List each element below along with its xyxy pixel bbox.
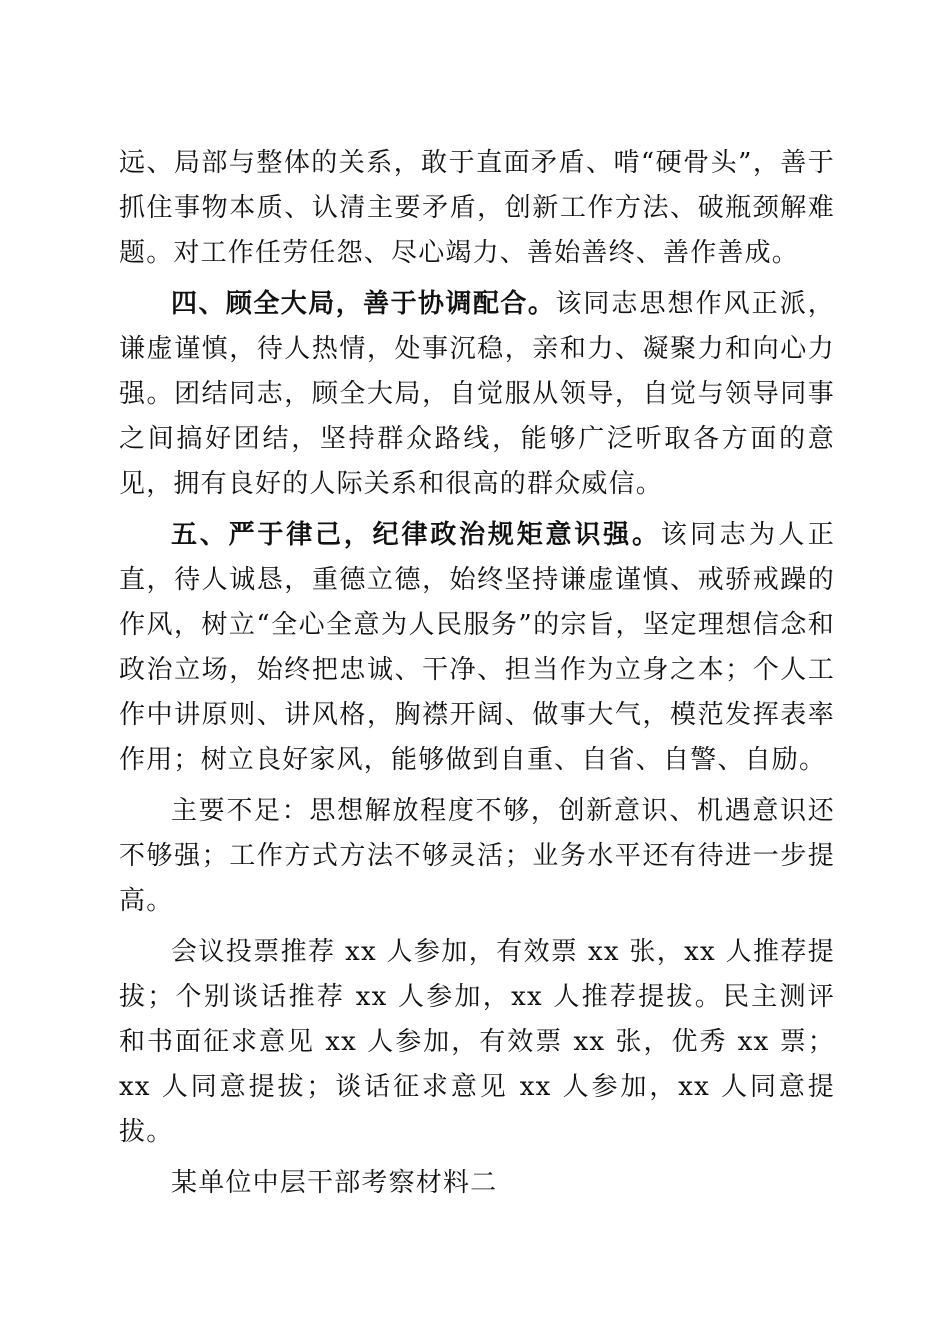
section-heading: 四、顾全大局，善于协调配合。	[171, 289, 556, 319]
paragraph-text: 该同志为人正直，待人诚恳，重德立德，始终坚持谦虚谨慎、戒骄戒躁的作风，树立“全心全意为人民服务”的宗旨，坚定理想信念和政治立场，始终把忠诚、干净、担当作为立身之本；个人工作中讲原则、讲风格，胸襟开阔、做事大气，模范发挥表率作用；树立良好家风，能够做到自重、自省、自警、自励。	[119, 520, 835, 775]
paragraph-text: 远、局部与整体的关系，敢于直面矛盾、啃“硬骨头”，善于抓住事物本质、认清主要矛盾，创新工作方法、破瓶颈解难题。对工作任劳任怨、尽心竭力、善始善终、善作善成。	[119, 148, 835, 268]
paragraph-text: 会议投票推荐 xx 人参加，有效票 xx 张，xx 人推荐提拔；个别谈话推荐 xx 人参加，xx 人推荐提拔。民主测评和书面征求意见 xx 人参加，有效票 xx 张，优秀 xx 票；xx 人同意提拔；谈话征求意见 xx 人参加，xx 人同意提拔。	[119, 937, 835, 1147]
paragraph-shortcomings	[119, 789, 835, 924]
paragraph-text: 主要不足：思想解放程度不够，创新意识、机遇意识还不够强；工作方式方法不够灵活；业务水平还有待进一步提高。	[119, 796, 835, 916]
paragraph-voting-results	[119, 930, 835, 1155]
paragraph-continuation	[119, 141, 835, 276]
paragraph-section-four	[119, 282, 835, 507]
document-body	[119, 141, 835, 1206]
paragraph-section-five	[119, 513, 835, 783]
paragraph-next-title	[119, 1161, 835, 1206]
paragraph-text: 某单位中层干部考察材料二	[171, 1168, 498, 1198]
paragraph-text: 该同志思想作风正派，谦虚谨慎，待人热情，处事沉稳，亲和力、凝聚力和向心力强。团结同志，顾全大局，自觉服从领导，自觉与领导同事之间搞好团结，坚持群众路线，能够广泛听取各方面的意见，拥有良好的人际关系和很高的群众威信。	[119, 289, 835, 499]
section-heading: 五、严于律己，纪律政治规矩意识强。	[171, 520, 661, 550]
